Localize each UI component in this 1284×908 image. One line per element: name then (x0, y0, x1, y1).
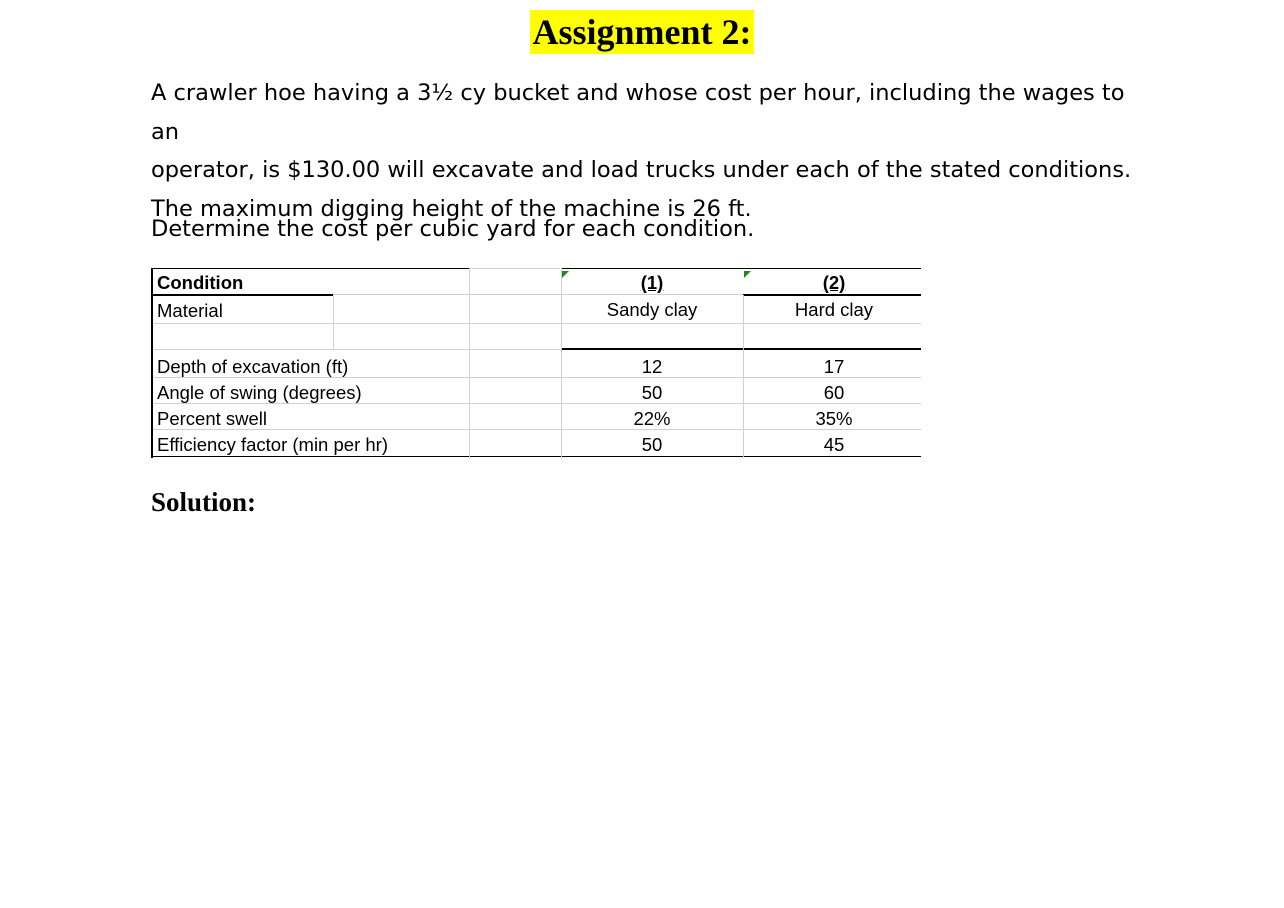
column-1-header: (1) (640, 272, 664, 293)
table-row-col-2: 35% (815, 408, 853, 429)
table-row-col-2: 45 (823, 434, 845, 455)
problem-line: The maximum digging height of the machine is 26 ft. (151, 195, 752, 222)
table-row-label: Depth of excavation (ft) (157, 356, 349, 377)
material-col-2: Hard clay (794, 299, 874, 320)
table-row-col-2: 17 (823, 356, 845, 377)
solution-heading: Solution: (151, 487, 257, 517)
table-row-label: Angle of swing (degrees) (157, 382, 362, 403)
table-row-col-1: 22% (633, 408, 671, 429)
table-row-col-1: 50 (641, 434, 663, 455)
column-2-header: (2) (822, 272, 846, 293)
problem-line: operator, is $130.00 will excavate and load trucks under each of the stated conditions. (151, 157, 1132, 183)
condition-header: Condition (157, 272, 244, 293)
conditions-table (151, 268, 921, 459)
table-row-label: Percent swell (157, 408, 268, 429)
question-text: Determine the cost per cubic yard for each condition. (151, 216, 755, 242)
table-row-col-1: 12 (641, 356, 663, 377)
table-row-col-1: 50 (641, 382, 663, 403)
table-row-label: Efficiency factor (min per hr) (157, 434, 388, 455)
material-label: Material (157, 300, 223, 321)
page-title: Assignment 2: (532, 12, 752, 52)
material-col-1: Sandy clay (606, 299, 698, 320)
problem-line: A crawler hoe having a 3½ cy bucket and whose cost per hour, including the wages to an (151, 80, 1125, 145)
table-row-col-2: 60 (823, 382, 845, 403)
problem-statement (151, 74, 1151, 228)
